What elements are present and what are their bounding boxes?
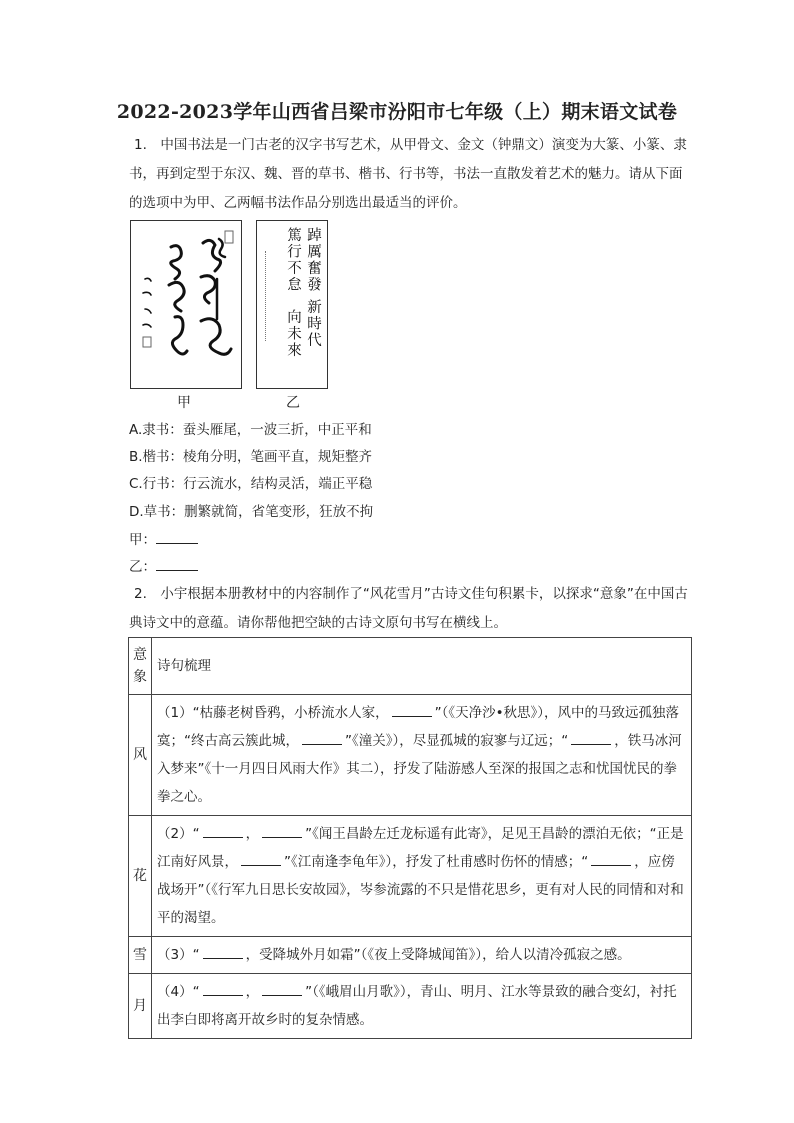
- row-key-flower: 花: [129, 816, 152, 937]
- answer-a-label: 甲：: [129, 532, 156, 548]
- blank-snow-1[interactable]: [203, 945, 243, 959]
- table-header-key: 意象: [129, 638, 152, 695]
- row-key-snow: 雪: [129, 937, 152, 974]
- row-key-wind: 风: [129, 695, 152, 816]
- calligraphy-b-column-2: 篤行不怠: [285, 227, 301, 293]
- row-content-moon: （4）“ ， ”（《峨眉山月歌》），青山、明月、江水等景致的融合变幻，衬托出李白即将离开故乡时的复杂情感。: [152, 974, 692, 1039]
- answer-a-row: [129, 529, 198, 550]
- blank-flower-2[interactable]: [262, 824, 302, 838]
- calligraphy-image-b: [256, 220, 328, 389]
- table-row: [129, 937, 692, 974]
- calligraphy-b-column-1: 踔厲奮發: [305, 227, 321, 293]
- answer-b-blank[interactable]: [156, 556, 198, 571]
- question-2-text: 2. 小宇根据本册教材中的内容制作了“风花雪月”古诗文佳句积累卡，以探求“意象”在中国古典诗文中的意蕴。请你帮他把空缺的古诗文原句书写在横线上。: [129, 586, 688, 631]
- blank-wind-1[interactable]: [392, 703, 432, 717]
- option-a: A.隶书：蚕头雁尾，一波三折，中正平和: [129, 422, 372, 438]
- blank-moon-2[interactable]: [262, 982, 302, 996]
- question-1-body: 1. 中国书法是一门古老的汉字书写艺术，从甲骨文、金文（钟鼎文）演变为大篆、小篆、隶书，再到定型于东汉、魏、晋的草书、楷书、行书等，书法一直散发着艺术的魅力。请从下面的选项中为甲、乙两幅书法作品分别选出最适当的评价。: [129, 137, 687, 211]
- table-header-row: [129, 638, 692, 695]
- answer-b-label: 乙：: [129, 559, 156, 575]
- blank-wind-2[interactable]: [302, 731, 342, 745]
- blank-moon-1[interactable]: [203, 982, 243, 996]
- figure-a-label: 甲: [177, 395, 191, 411]
- answer-a-blank[interactable]: [156, 529, 198, 544]
- cursive-calligraphy-icon: [131, 221, 241, 388]
- blank-flower-4[interactable]: [591, 852, 631, 866]
- calligraphy-b-column-1b: 新時代: [305, 299, 321, 349]
- table-row: [129, 816, 692, 937]
- table-row: [129, 695, 692, 816]
- option-d: D.草书：删繁就简，省笔变形，狂放不拘: [129, 504, 374, 520]
- option-b: B.楷书：棱角分明，笔画平直，规矩整齐: [129, 449, 373, 465]
- table-header-content: 诗句梳理: [152, 638, 692, 695]
- page-title: 2022-2023学年山西省吕梁市汾阳市七年级（上）期末语文试卷: [116, 101, 678, 123]
- blank-flower-1[interactable]: [203, 824, 243, 838]
- poetry-table: [128, 637, 692, 1039]
- row-key-moon: 月: [129, 974, 152, 1039]
- calligraphy-b-inscription: [265, 251, 268, 341]
- calligraphy-figures: [130, 220, 350, 410]
- table-row: [129, 974, 692, 1039]
- row-content-wind: （1）“枯藤老树昏鸦，小桥流水人家， ”（《天净沙•秋思》），风中的马致远孤独落寞；“终古高云簇此城， ”《潼关》），尽显孤城的寂寥与辽远；“ ，铁马冰河入梦来”《十一月四日风雨大作》其二），抒发了陆游感人至深的报国之志和忧国忧民的拳拳之心。: [152, 695, 692, 816]
- question-1-text: [129, 131, 695, 218]
- row-content-flower: （2）“ ， ”《闻王昌龄左迁龙标遥有此寄》，足见王昌龄的漂泊无依；“正是江南好风景， ”《江南逢李龟年》），抒发了杜甫感时伤怀的情感；“ ，应傍战场开”（《行军九日思长安故园》，岑参流露的不只是惜花思乡，更有对人民的同情和对和平的渴望。: [152, 816, 692, 937]
- option-c: C.行书：行云流水，结构灵活，端正平稳: [129, 476, 373, 492]
- calligraphy-b-column-2b: 向未來: [285, 309, 301, 359]
- blank-flower-3[interactable]: [241, 852, 281, 866]
- row-content-snow: （3）“ ，受降城外月如霜”（《夜上受降城闻笛》），给人以清冷孤寂之感。: [152, 937, 692, 974]
- blank-wind-3[interactable]: [571, 731, 611, 745]
- answer-b-row: [129, 556, 198, 577]
- figure-b-label: 乙: [286, 395, 300, 411]
- calligraphy-image-a: [130, 220, 242, 389]
